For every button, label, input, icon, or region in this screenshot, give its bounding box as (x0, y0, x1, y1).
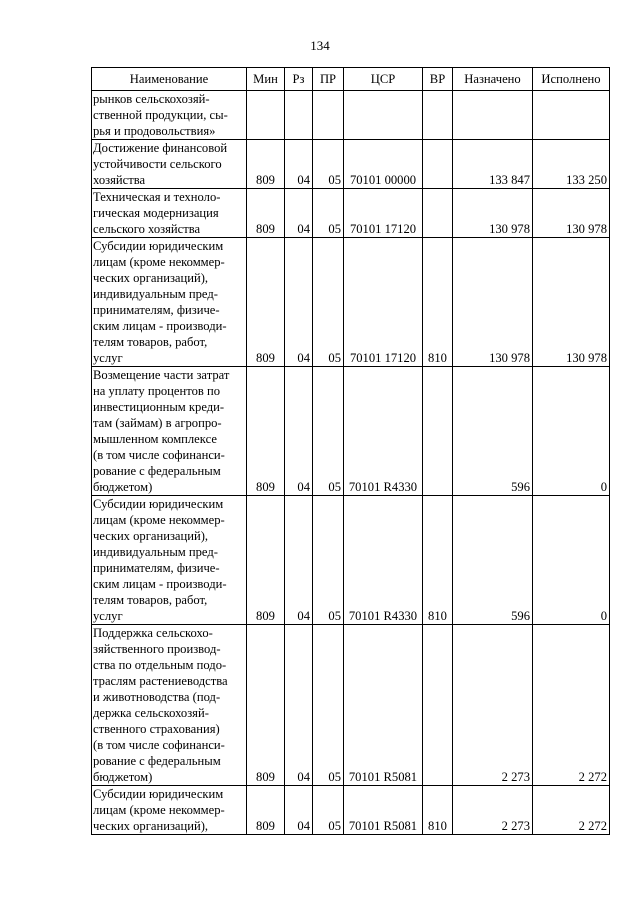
cell-min: 809 (247, 496, 285, 625)
cell-executed: 133 250 (533, 140, 610, 189)
cell-assigned (453, 91, 533, 140)
cell-min: 809 (247, 189, 285, 238)
cell-pr (313, 91, 344, 140)
column-header-pr: ПР (313, 68, 344, 91)
table-row (92, 367, 610, 496)
cell-csr: 70101 17120 (344, 189, 423, 238)
cell-csr (344, 91, 423, 140)
cell-rz: 04 (285, 367, 313, 496)
cell-min: 809 (247, 367, 285, 496)
cell-pr: 05 (313, 238, 344, 367)
cell-rz (285, 91, 313, 140)
cell-name: Субсидии юридическим лицам (кроме некоммер- ческих организаций), (92, 786, 247, 835)
cell-rz: 04 (285, 238, 313, 367)
cell-name: Субсидии юридическим лицам (кроме некоммер- ческих организаций), индивидуальным пред- принимателям, физиче- ским лицам - производи- телям товаров, работ, услуг (92, 238, 247, 367)
cell-rz: 04 (285, 140, 313, 189)
cell-executed: 2 272 (533, 786, 610, 835)
cell-vr (423, 625, 453, 786)
cell-min: 809 (247, 238, 285, 367)
table-row (92, 625, 610, 786)
cell-min: 809 (247, 786, 285, 835)
cell-min: 809 (247, 625, 285, 786)
cell-rz: 04 (285, 189, 313, 238)
cell-executed: 0 (533, 367, 610, 496)
cell-rz: 04 (285, 625, 313, 786)
cell-vr: 810 (423, 786, 453, 835)
cell-rz: 04 (285, 496, 313, 625)
column-header-csr: ЦСР (344, 68, 423, 91)
cell-name: Субсидии юридическим лицам (кроме некоммер- ческих организаций), индивидуальным пред- принимателям, физиче- ским лицам - производи- телям товаров, работ, услуг (92, 496, 247, 625)
cell-vr: 810 (423, 238, 453, 367)
cell-executed: 0 (533, 496, 610, 625)
column-header-vr: ВР (423, 68, 453, 91)
cell-rz: 04 (285, 786, 313, 835)
budget-table (91, 67, 610, 835)
table-row (92, 496, 610, 625)
table-row (92, 189, 610, 238)
column-header-name: Наименование (92, 68, 247, 91)
cell-vr (423, 189, 453, 238)
cell-executed (533, 91, 610, 140)
cell-assigned: 130 978 (453, 238, 533, 367)
table-body (92, 91, 610, 835)
table-row (92, 91, 610, 140)
cell-executed: 130 978 (533, 238, 610, 367)
cell-assigned: 133 847 (453, 140, 533, 189)
table-row (92, 786, 610, 835)
table-row (92, 238, 610, 367)
cell-pr: 05 (313, 189, 344, 238)
cell-vr (423, 140, 453, 189)
cell-executed: 130 978 (533, 189, 610, 238)
column-header-executed: Исполнено (533, 68, 610, 91)
column-header-rz: Рз (285, 68, 313, 91)
cell-name: рынков сельскохозяй- ственной продукции, сы- рья и продовольствия» (92, 91, 247, 140)
column-header-min: Мин (247, 68, 285, 91)
cell-pr: 05 (313, 625, 344, 786)
column-header-assigned: Назначено (453, 68, 533, 91)
cell-min: 809 (247, 140, 285, 189)
cell-csr: 70101 R4330 (344, 367, 423, 496)
cell-assigned: 2 273 (453, 625, 533, 786)
cell-min (247, 91, 285, 140)
cell-vr: 810 (423, 496, 453, 625)
cell-pr: 05 (313, 786, 344, 835)
cell-assigned: 130 978 (453, 189, 533, 238)
cell-name: Достижение финансовой устойчивости сельского хозяйства (92, 140, 247, 189)
cell-pr: 05 (313, 367, 344, 496)
page-number: 134 (310, 38, 330, 53)
cell-name: Поддержка сельскохо- зяйственного производ- ства по отдельным подо- траслям растениеводства и животноводства (под- держка сельскохозяй- ственного страхования) (в том числе софинанси- рование с федеральным бюджетом) (92, 625, 247, 786)
cell-vr (423, 91, 453, 140)
cell-pr: 05 (313, 496, 344, 625)
cell-name: Техническая и техноло- гическая модернизация сельского хозяйства (92, 189, 247, 238)
cell-assigned: 596 (453, 496, 533, 625)
cell-executed: 2 272 (533, 625, 610, 786)
cell-csr: 70101 R5081 (344, 625, 423, 786)
cell-vr (423, 367, 453, 496)
cell-name: Возмещение части затрат на уплату процентов по инвестиционным креди- там (займам) в агропро- мышленном комплексе (в том числе софинанси- рование с федеральным бюджетом) (92, 367, 247, 496)
cell-pr: 05 (313, 140, 344, 189)
cell-assigned: 596 (453, 367, 533, 496)
cell-csr: 70101 17120 (344, 238, 423, 367)
cell-csr: 70101 R5081 (344, 786, 423, 835)
table-header-row (92, 68, 610, 91)
cell-csr: 70101 00000 (344, 140, 423, 189)
cell-csr: 70101 R4330 (344, 496, 423, 625)
cell-assigned: 2 273 (453, 786, 533, 835)
table-row (92, 140, 610, 189)
